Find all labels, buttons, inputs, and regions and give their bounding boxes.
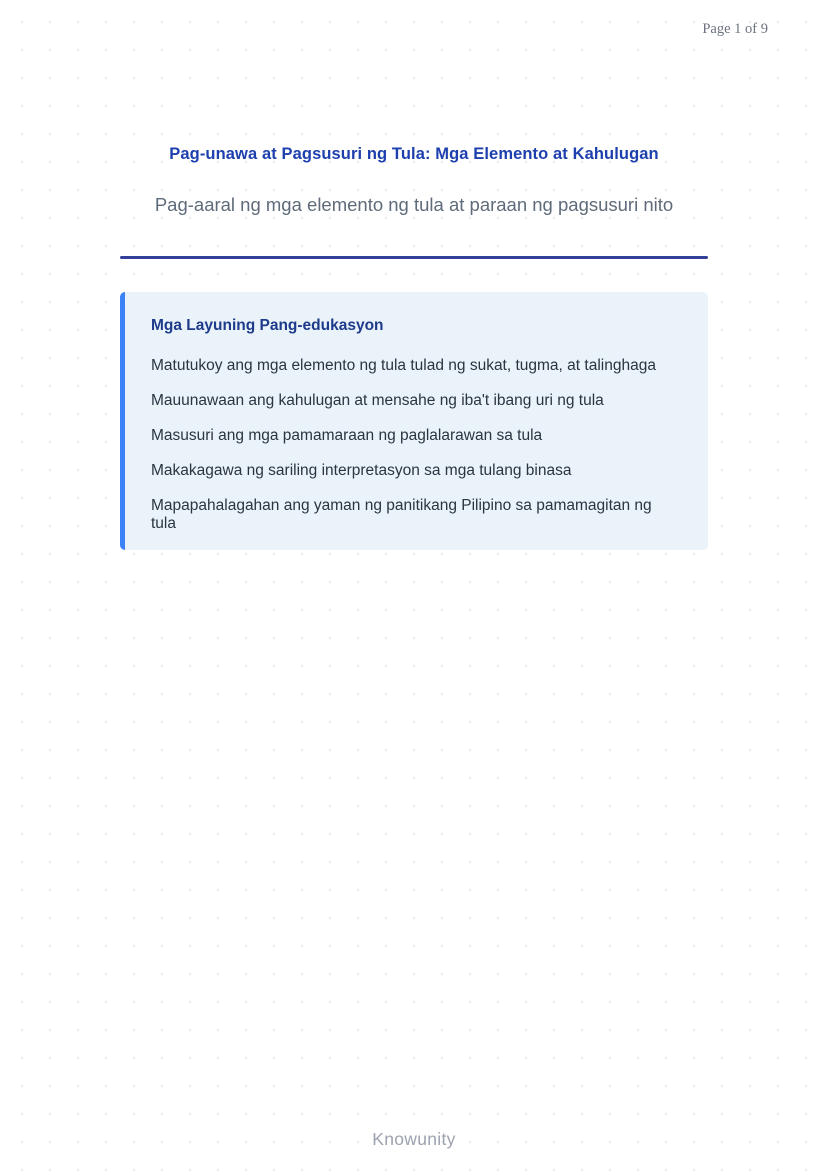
objectives-heading: Mga Layuning Pang-edukasyon xyxy=(151,317,384,334)
page-indicator: Page 1 of 9 xyxy=(702,21,768,37)
objective-item: Makakagawa ng sariling interpretasyon sa mga tulang binasa xyxy=(151,462,572,479)
document-title: Pag-unawa at Pagsusuri ng Tula: Mga Elemento at Kahulugan xyxy=(169,145,659,163)
footer-brand: Knowunity xyxy=(372,1129,456,1149)
horizontal-divider xyxy=(120,256,708,259)
objective-item: Matutukoy ang mga elemento ng tula tulad ng sukat, tugma, at talinghaga xyxy=(151,357,656,374)
objective-item: Mauunawaan ang kahulugan at mensahe ng iba't ibang uri ng tula xyxy=(151,392,604,409)
objective-item: Mapapahalagahan ang yaman ng panitikang Pilipino sa pamamagitan ng tula xyxy=(151,497,652,532)
objectives-box xyxy=(120,292,708,550)
document-subtitle: Pag-aaral ng mga elemento ng tula at paraan ng pagsusuri nito xyxy=(154,194,674,215)
objective-item: Masusuri ang mga pamamaraan ng paglalarawan sa tula xyxy=(151,427,543,444)
